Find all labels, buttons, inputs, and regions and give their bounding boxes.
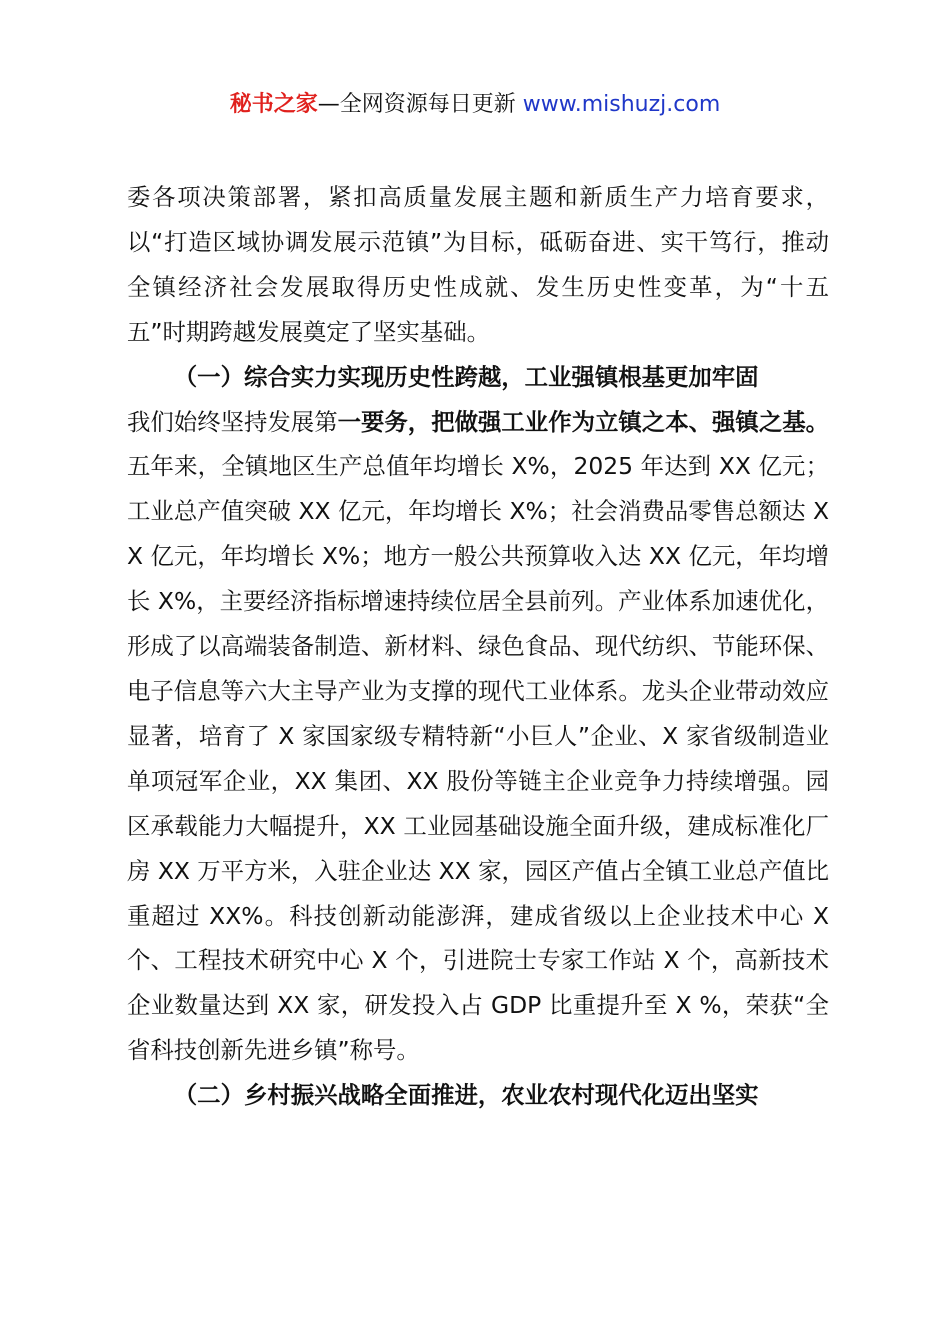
section-1-text: 五年来，全镇地区生产总值年均增长 X%，2025 年达到 XX 亿元；工业总产值突破 XX 亿元，年均增长 X%；社会消费品零售总额达 XX 亿元，年均增长 X%；地方一般公共预算收入达 XX 亿元，年均增长 X%，主要经济指标增速持续位居全县前列。产业体系加速优化，形成了以高端装备制造、新材料、绿色食品、现代纺织、节能环保、电子信息等六大主导产业为支撑的现代工业体系。龙头企业带动效应显著，培育了 X 家国家级专精特新“小巨人”企业、X 家省级制造业单项冠军企业，XX 集团、XX 股份等链主企业竞争力持续增强。园区承载能力大幅提升，XX 工业园基础设施全面升级，建成标准化厂房 XX 万平方米，入驻企业达 XX 家，园区产值占全镇工业总产值比重超过 XX%。科技创新动能澎湃，建成省级以上企业技术中心 X 个、工程技术研究中心 X 个，引进院士专家工作站 X 个，高新技术企业数量达到 XX 家，研发投入占 GDP 比重提升至 X %，荣获“全省科技创新先进乡镇”称号。 (127, 452, 829, 1065)
intro-paragraph: 委各项决策部署，紧扣高质量发展主题和新质生产力培育要求，以“打造区域协调发展示范镇”为目标，砥砺奋进、实干笃行，推动全镇经济社会发展取得历史性成就、发生历史性变革，为“十五五”时期跨越发展奠定了坚实基础。 (127, 183, 829, 346)
section-1-emphasis: 一要务，把做强工业作为立镇之本、强镇之基。 (337, 407, 830, 436)
site-brand: 秘书之家 (229, 92, 318, 117)
section-1-paragraph (127, 400, 829, 1074)
document-body (127, 175, 829, 1118)
site-tagline: —全网资源每日更新 (317, 92, 516, 117)
section-2-heading: （二）乡村振兴战略全面推进，农业农村现代化迈出坚实 (173, 1081, 759, 1110)
site-url-link[interactable]: www.mishuzj.com (522, 92, 721, 117)
section-1-lead: 我们始终坚持发展第 (127, 407, 338, 436)
site-header (0, 88, 950, 122)
section-1-heading: （一）综合实力实现历史性跨越，工业强镇根基更加牢固 (173, 362, 759, 391)
